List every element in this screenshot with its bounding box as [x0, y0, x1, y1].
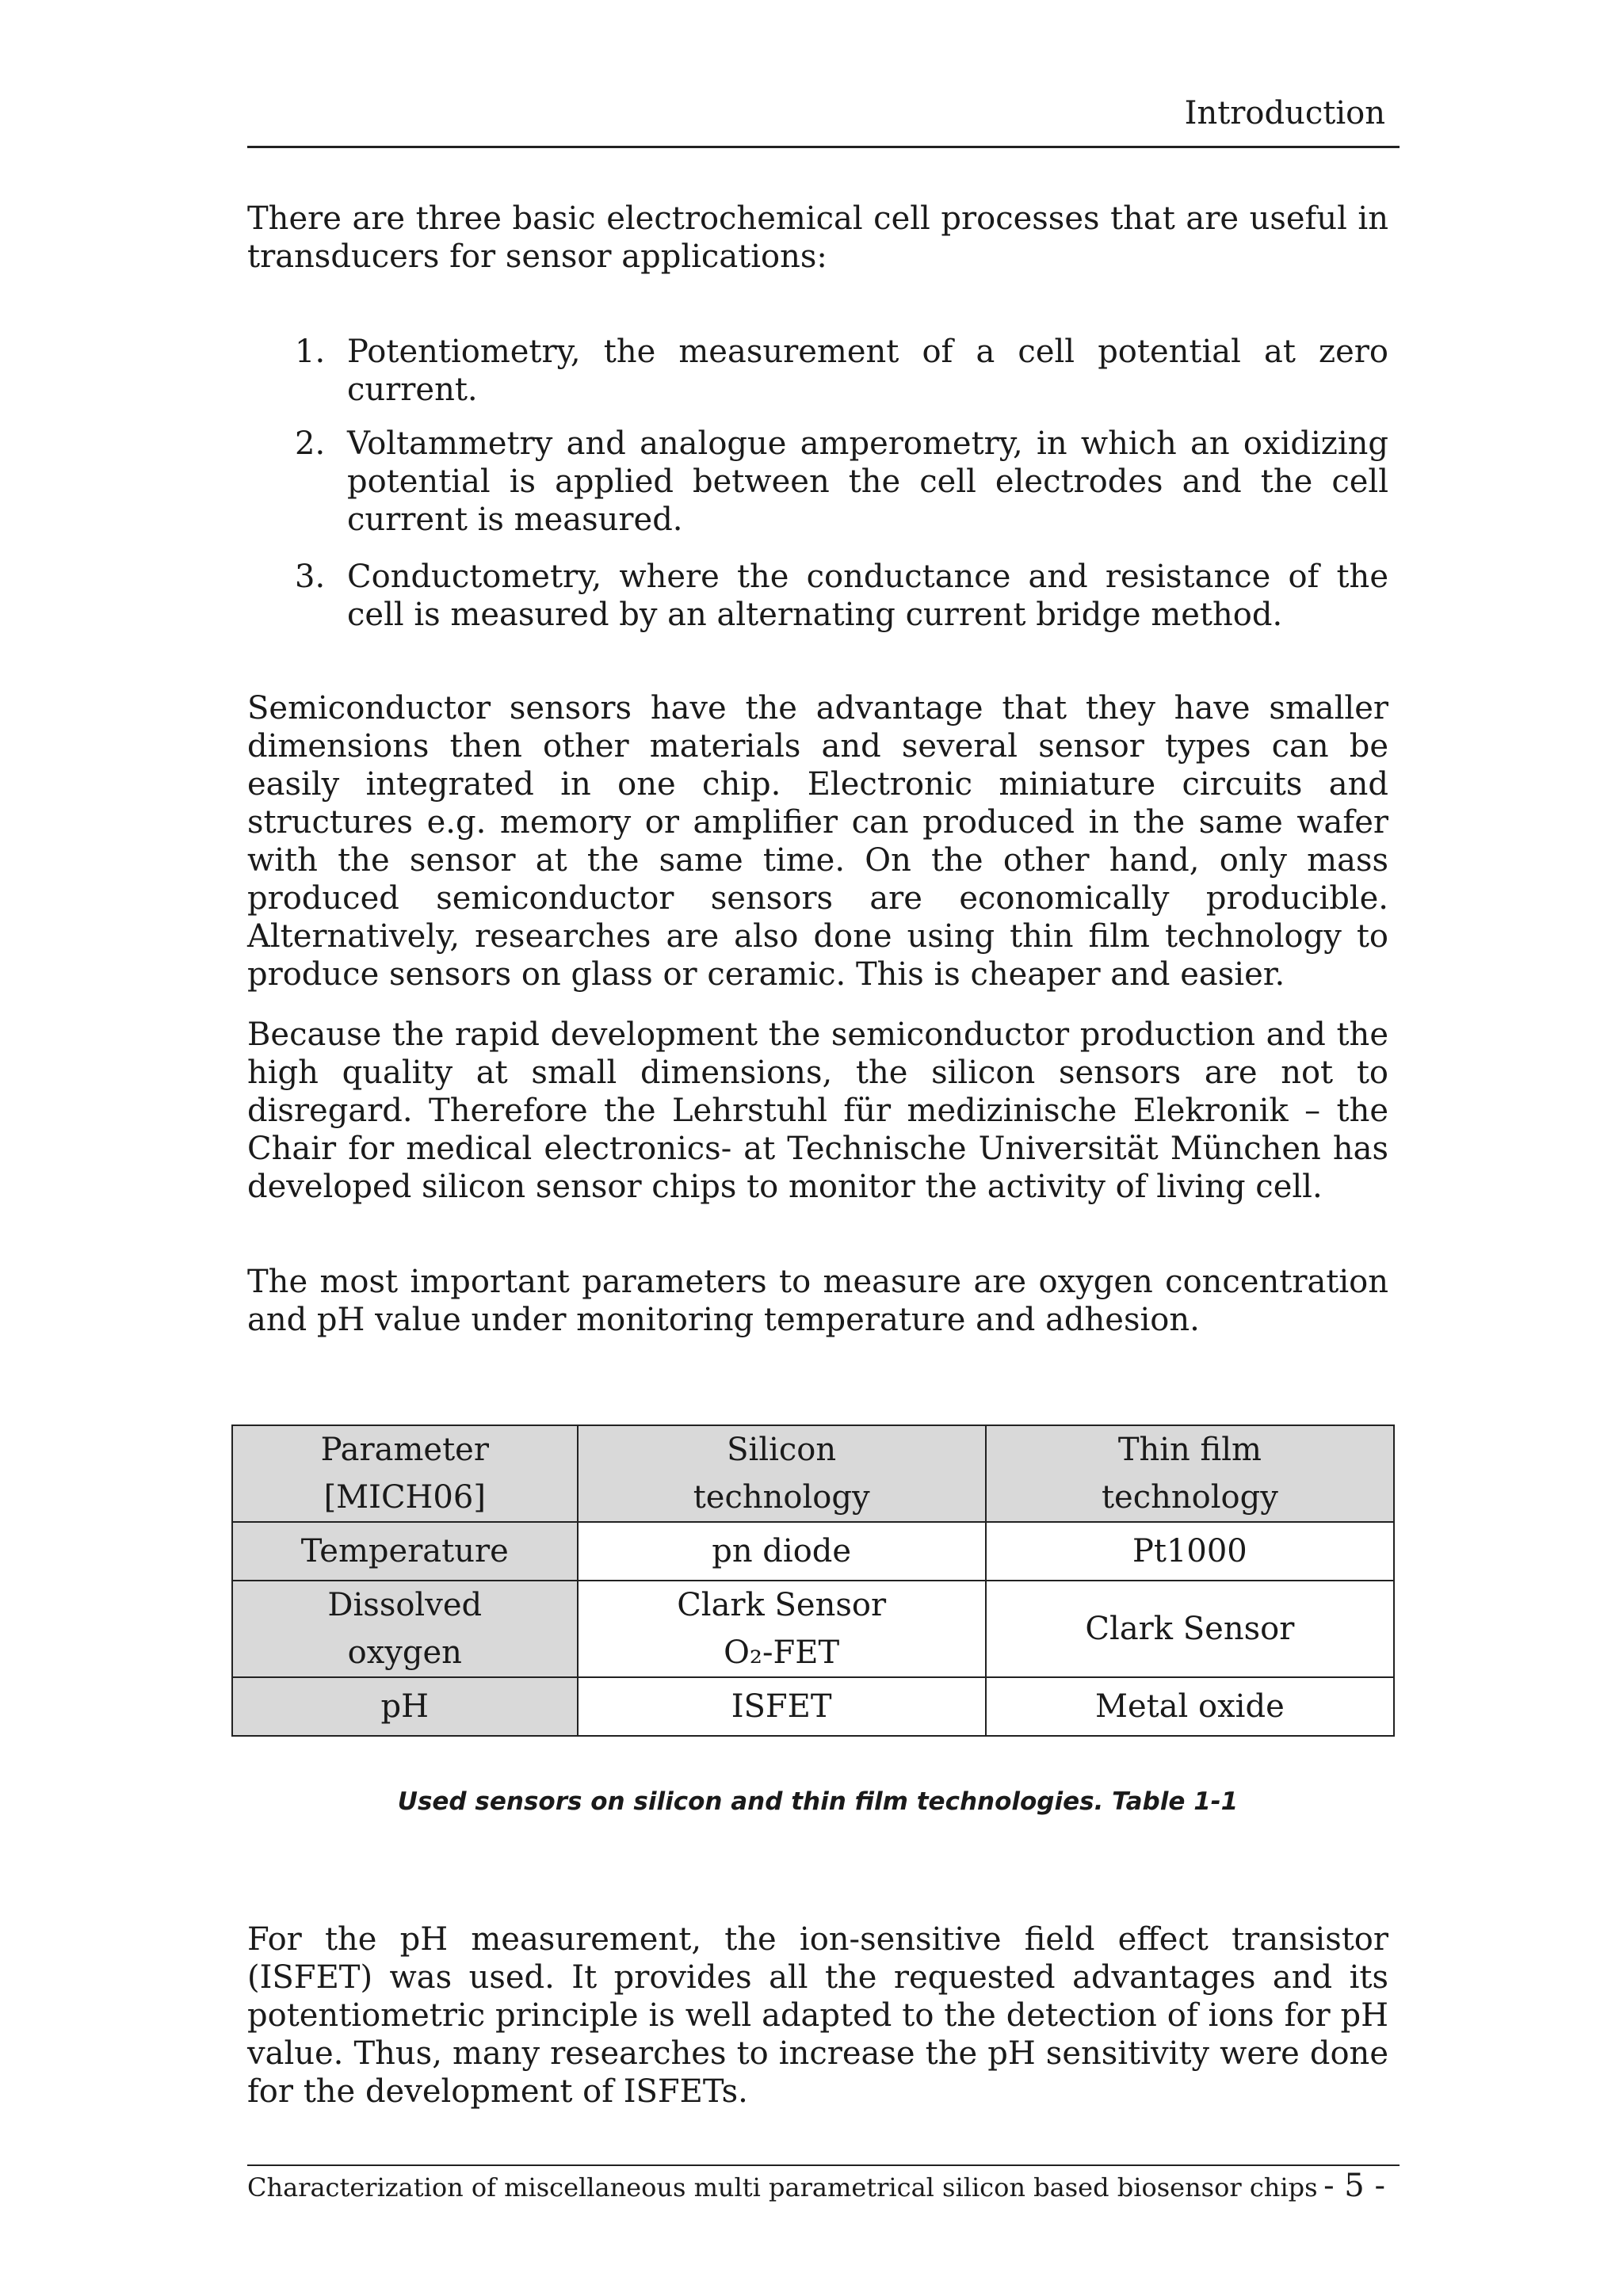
cell-line: Parameter [320, 1432, 489, 1468]
semiconductor-paragraph [247, 689, 1388, 994]
header-cell-silicon [578, 1425, 986, 1522]
table-row [232, 1522, 1394, 1581]
intro-paragraph [247, 200, 1388, 276]
paragraph-text: For the pH measurement, the ion-sensitive field effect transistor (ISFET) was used. It provides all the requested advantages and its potentiometric principle is well adapted to the detection of ions for pH value. Thus, many researches to increase the pH sensitivity were done for the development of ISFETs. [247, 1921, 1388, 2110]
intro-text: There are three basic electrochemical cell processes that are useful in transducers for sensor applications: [247, 200, 1388, 275]
running-header: Introduction [1184, 95, 1385, 132]
header-cell-parameter [232, 1425, 578, 1522]
footer-title: Characterization of miscellaneous multi parametrical silicon based biosensor chips [247, 2172, 1318, 2203]
process-list-3 [295, 558, 1388, 634]
sensor-table [231, 1425, 1395, 1737]
process-list [295, 333, 1388, 409]
paragraph-text: Semiconductor sensors have the advantage that they have smaller dimensions then other materials and several sensor types can be easily integrated in one chip. Electronic miniature circuits and structures e.g. memory or amplifier can produced in the same wafer with the sensor at the same time. On the other hand, only mass produced semiconductor sensors are economically producible. Alternatively, researches are also done using thin film technology to produce sensors on glass or ceramic. This is cheaper and easier. [247, 690, 1388, 993]
paragraph-text: Because the rapid development the semiconductor production and the high quality at small dimensions, the silicon sensors are not to disregard. Therefore the Lehrstuhl für medizinische Elekronik – the Chair for medical electronics- at Technische Universität München has developed silicon sensor chips to monitor the activity of living cell. [247, 1016, 1388, 1205]
table-header-row [232, 1425, 1394, 1522]
row-label [232, 1581, 578, 1677]
list-number: 3. [295, 559, 326, 595]
footer-rule [247, 2164, 1400, 2166]
development-paragraph [247, 1016, 1388, 1206]
cell-line: Dissolved [327, 1587, 483, 1623]
table-cell: ISFET [578, 1677, 986, 1736]
row-label: Temperature [232, 1522, 578, 1581]
paragraph-text: The most important parameters to measure are oxygen concentration and pH value under monitoring temperature and adhesion. [247, 1264, 1388, 1338]
row-label: pH [232, 1677, 578, 1736]
list-item [295, 333, 1388, 409]
cell-line: Silicon [727, 1432, 837, 1468]
cell-line: oxygen [347, 1634, 462, 1671]
cell-line: Clark Sensor [677, 1587, 887, 1623]
table-row [232, 1581, 1394, 1677]
list-item [295, 558, 1388, 634]
process-list-2 [295, 425, 1388, 539]
table-row [232, 1677, 1394, 1736]
table-cell: Clark Sensor [986, 1581, 1394, 1677]
closing-paragraph [247, 1920, 1388, 2111]
table-caption: Used sensors on silicon and thin film technologies. Table 1-1 [397, 1787, 1239, 1816]
table-cell [578, 1581, 986, 1677]
page-number: - 5 - [1323, 2168, 1385, 2204]
list-number: 2. [295, 425, 326, 462]
header-rule [247, 146, 1400, 148]
cell-line: technology [693, 1479, 870, 1516]
cell-line: O₂-FET [724, 1634, 840, 1671]
list-text: Potentiometry, the measurement of a cell potential at zero current. [347, 334, 1388, 408]
list-text: Conductometry, where the conductance and resistance of the cell is measured by an alternating current bridge method. [347, 559, 1388, 633]
list-number: 1. [295, 334, 326, 370]
cell-line: technology [1101, 1479, 1278, 1516]
table-cell: Metal oxide [986, 1677, 1394, 1736]
cell-line: [MICH06] [323, 1479, 486, 1516]
header-cell-thin-film [986, 1425, 1394, 1522]
cell-line: Thin film [1117, 1432, 1262, 1468]
table-cell: Pt1000 [986, 1522, 1394, 1581]
parameters-paragraph [247, 1263, 1388, 1339]
table-cell: pn diode [578, 1522, 986, 1581]
list-text: Voltammetry and analogue amperometry, in which an oxidizing potential is applied between the cell electrodes and the cell current is measured. [347, 425, 1388, 538]
list-item [295, 425, 1388, 539]
